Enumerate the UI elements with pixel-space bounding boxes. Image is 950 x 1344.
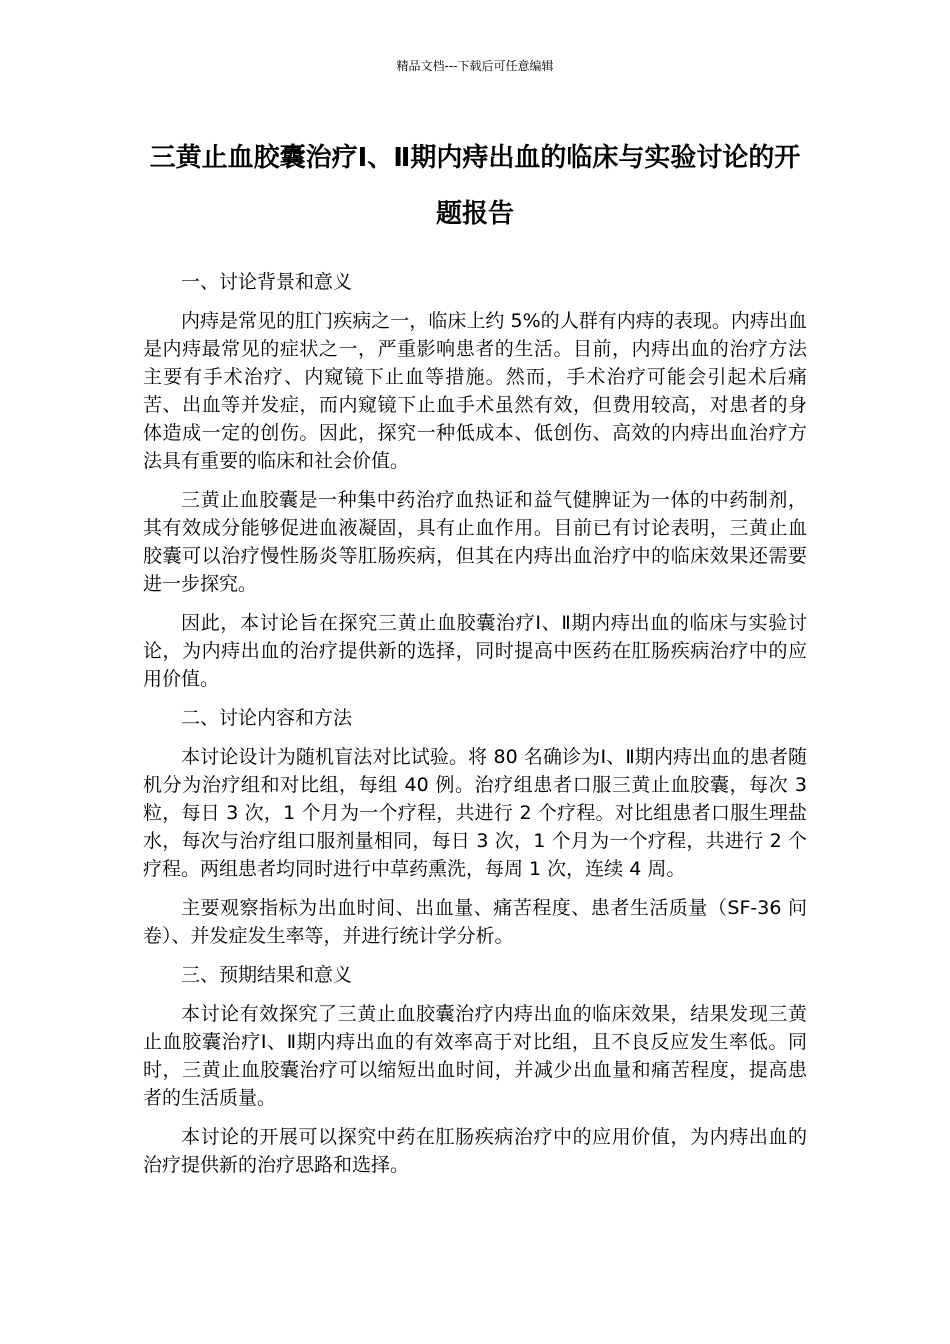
section-heading: 二、讨论内容和方法	[181, 707, 353, 729]
body-paragraph: 本讨论设计为随机盲法对比试验。将 80 名确诊为Ⅰ、Ⅱ期内痔出血的患者随机分为治疗组和对比组，每组 40 例。治疗组患者口服三黄止血胶囊，每次 3 粒，每日 3 次，1 个月为一个疗程，共进行 2 个疗程。对比组患者口服生理盐水，每次与治疗组口服剂量相同，每日 3 次，1 个月为一个疗程，共进行 2 个疗程。两组患者均同时进行中草药熏洗，每周 1 次，连续 4 周。	[143, 746, 807, 880]
body-paragraph: 因此，本讨论旨在探究三黄止血胶囊治疗Ⅰ、Ⅱ期内痔出血的临床与实验讨论，为内痔出血的治疗提供新的选择，同时提高中医药在肛肠疾病治疗中的应用价值。	[143, 612, 807, 690]
section-heading: 三、预期结果和意义	[181, 964, 353, 986]
header-note: 精品文档---下载后可任意编辑	[396, 59, 554, 73]
body-paragraph: 本讨论有效探究了三黄止血胶囊治疗内痔出血的临床效果，结果发现三黄止血胶囊治疗Ⅰ、Ⅱ期内痔出血的有效率高于对比组，且不良反应发生率低。同时，三黄止血胶囊治疗可以缩短出血时间，并减少出血量和痛苦程度，提高患者的生活质量。	[143, 1003, 807, 1109]
section-heading: 一、讨论背景和意义	[181, 271, 353, 293]
document-body	[143, 268, 807, 1190]
document-title: 三黄止血胶囊治疗Ⅰ、Ⅱ期内痔出血的临床与实验讨论的开题报告	[149, 143, 801, 229]
body-paragraph: 内痔是常见的肛门疾病之一，临床上约 5%的人群有内痔的表现。内痔出血是内痔最常见的症状之一，严重影响患者的生活。目前，内痔出血的治疗方法主要有手术治疗、内窥镜下止血等措施。然而，手术治疗可能会引起术后痛苦、出血等并发症，而内窥镜下止血手术虽然有效，但费用较高，对患者的身体造成一定的创伤。因此，探究一种低成本、低创伤、高效的内痔出血治疗方法具有重要的临床和社会价值。	[143, 310, 807, 472]
body-paragraph: 三黄止血胶囊是一种集中药治疗血热证和益气健脾证为一体的中药制剂，其有效成分能够促进血液凝固，具有止血作用。目前已有讨论表明，三黄止血胶囊可以治疗慢性肠炎等肛肠疾病，但其在内痔出血治疗中的临床效果还需要进一步探究。	[143, 489, 807, 595]
body-paragraph: 主要观察指标为出血时间、出血量、痛苦程度、患者生活质量（SF-36 问卷）、并发症发生率等，并进行统计学分析。	[143, 897, 807, 947]
body-paragraph: 本讨论的开展可以探究中药在肛肠疾病治疗中的应用价值，为内痔出血的治疗提供新的治疗思路和选择。	[143, 1126, 807, 1176]
